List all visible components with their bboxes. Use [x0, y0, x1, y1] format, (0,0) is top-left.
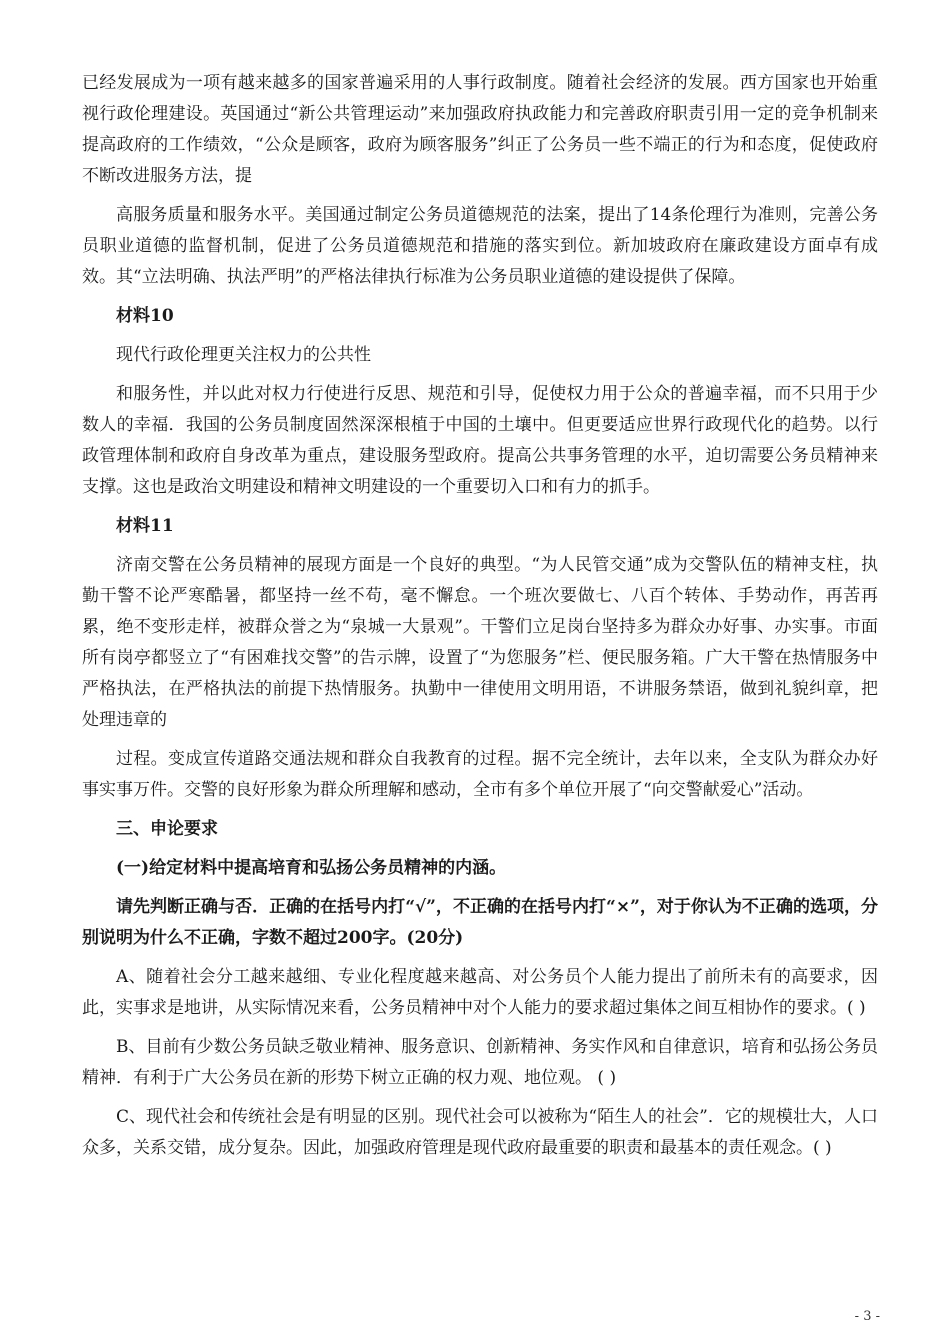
paragraph-continuation: 已经发展成为一项有越来越多的国家普遍采用的人事行政制度。随着社会经济的发展。西方国家也开始重视行政伦理建设。英国通过“新公共管理运动”来加强政府执政能力和完善政府职责引用一定的竞争机制来提高政府的工作绩效，“公众是顾客，政府为顾客服务”纠正了公务员一些不端正的行为和态度，促使政府不断改进服务方法，提 [82, 73, 878, 186]
section-heading-requirements: 三、申论要求 [116, 819, 218, 839]
paragraph-body: 现代行政伦理更关注权力的公共性 [116, 345, 371, 365]
paragraph-body: 高服务质量和服务水平。美国通过制定公务员道德规范的法案，提出了14条伦理行为准则，完善公务员职业道德的监督机制，促进了公务员道德规范和措施的落实到位。新加坡政府在廉政建设方面卓有成效。其“立法明确、执法严明”的严格法律执行标准为公务员职业道德的建设提供了保障。 [82, 205, 878, 287]
option-a: A、随着社会分工越来越细、专业化程度越来越高、对公务员个人能力提出了前所未有的高要求，因此，实事求是地讲，从实际情况来看，公务员精神中对个人能力的要求超过集体之间互相协作的要求。( ) [82, 967, 878, 1018]
document-body [82, 68, 878, 1164]
question-instructions: 请先判断正确与否．正确的在括号内打“√”，不正确的在括号内打“×”，对于你认为不正确的选项，分别说明为什么不正确，字数不超过200字。(20分) [82, 897, 878, 948]
section-heading-material-11: 材料11 [116, 516, 174, 536]
question-heading: (一)给定材料中提高培育和弘扬公务员精神的内涵。 [116, 858, 507, 878]
paragraph-body: 济南交警在公务员精神的展现方面是一个良好的典型。“为人民管交通”成为交警队伍的精神支柱，执勤干警不论严寒酷暑，都坚持一丝不苟，毫不懈怠。一个班次要做七、八百个转体、手势动作，再苦再累，绝不变形走样，被群众誉之为“泉城一大景观”。干警们立足岗台坚持多为群众办好事、办实事。市面所有岗亭都竖立了“有困难找交警”的告示牌，设置了“为您服务”栏、便民服务箱。广大干警在热情服务中严格执法，在严格执法的前提下热情服务。执勤中一律使用文明用语，不讲服务禁语，做到礼貌纠章，把处理违章的 [82, 555, 878, 730]
option-c: C、现代社会和传统社会是有明显的区别。现代社会可以被称为“陌生人的社会”．它的规模壮大，人口众多，关系交错，成分复杂。因此，加强政府管理是现代政府最重要的职责和最基本的责任观念。( ) [82, 1107, 878, 1158]
section-heading-material-10: 材料10 [116, 306, 174, 326]
paragraph-body: 和服务性，并以此对权力行使进行反思、规范和引导，促使权力用于公众的普遍幸福，而不只用于少数人的幸福．我国的公务员制度固然深深根植于中国的土壤中。但更要适应世界行政现代化的趋势。以行政管理体制和政府自身改革为重点，建设服务型政府。提高公共事务管理的水平，迫切需要公务员精神来支撑。这也是政治文明建设和精神文明建设的一个重要切入口和有力的抓手。 [82, 384, 878, 497]
option-b: B、目前有少数公务员缺乏敬业精神、服务意识、创新精神、务实作风和自律意识，培育和弘扬公务员精神．有利于广大公务员在新的形势下树立正确的权力观、地位观。 ( ) [82, 1037, 878, 1088]
page-number: - 3 - [854, 1309, 880, 1324]
paragraph-body: 过程。变成宣传道路交通法规和群众自我教育的过程。据不完全统计，去年以来，全支队为群众办好事实事万件。交警的良好形象为群众所理解和感动，全市有多个单位开展了“向交警献爱心”活动。 [82, 749, 878, 800]
